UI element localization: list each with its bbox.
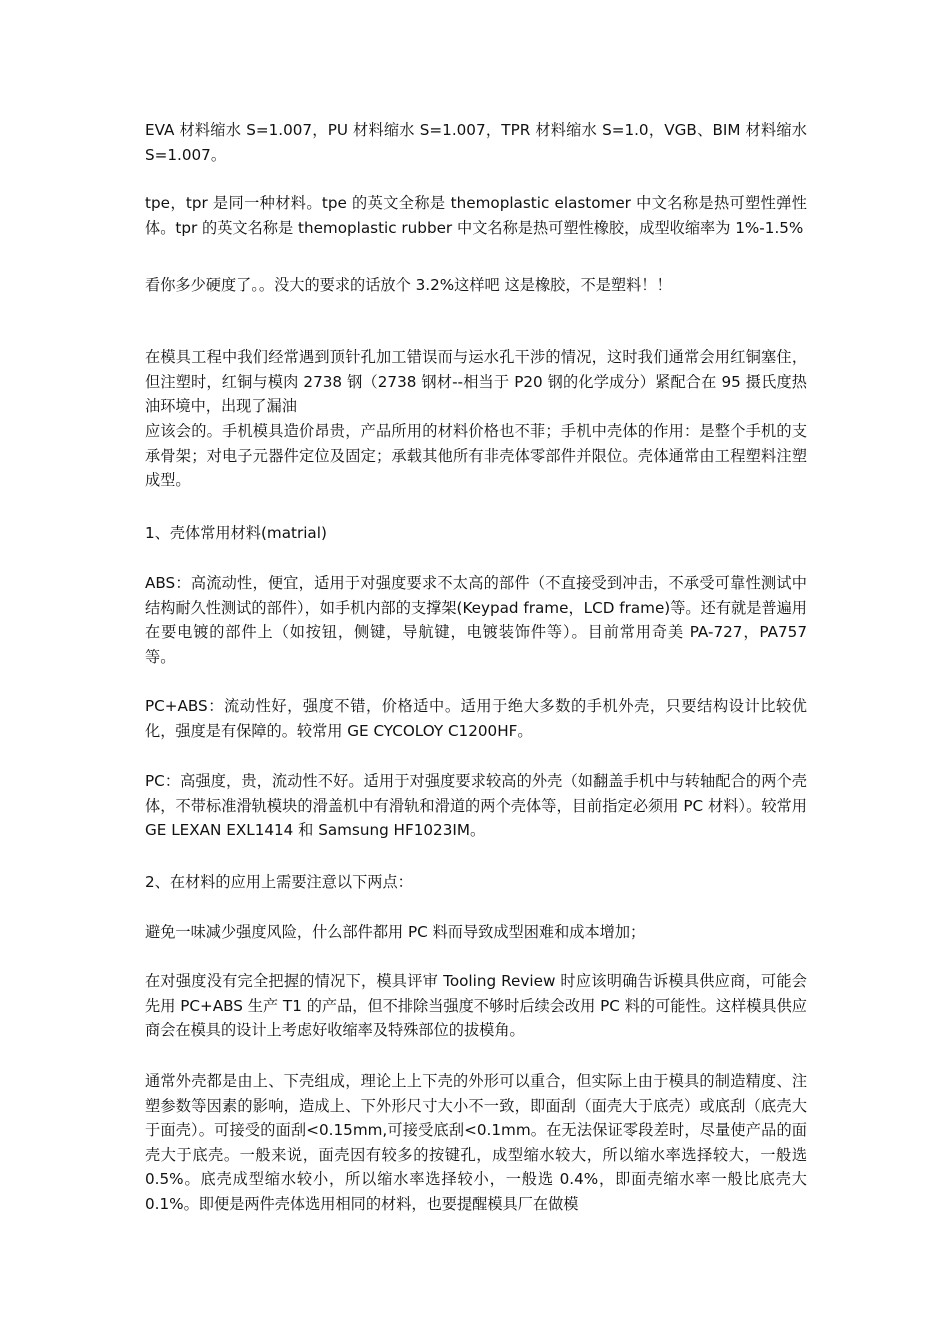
paragraph-tooling-review: 在对强度没有完全把握的情况下，模具评审 Tooling Review 时应该明确告诉模具供应商，可能会先用 PC+ABS 生产 T1 的产品，但不排除当强度不够时后续会改用 PC 料的可能性。这样模具供应商会在模具的设计上考虑好收缩率及特殊部位的拔模角。 — [145, 972, 807, 1039]
paragraph-phone-housing: 应该会的。手机模具造价昂贵，产品所用的材料价格也不菲；手机中壳体的作用：是整个手机的支承骨架；对电子元器件定位及固定；承载其他所有非壳体零部件并限位。壳体通常由工程塑料注塑成型。 — [145, 422, 807, 489]
paragraph-tpe-tpr: tpe，tpr 是同一种材料。tpe 的英文全称是 themoplastic elastomer 中文名称是热可塑性弹性体。tpr 的英文名称是 themoplastic rubber 中文名称是热可塑性橡胶，成型收缩率为 1%-1.5% — [145, 194, 807, 237]
paragraph-avoid-pc-overuse: 避免一味减少强度风险，什么部件都用 PC 料而导致成型困难和成本增加； — [145, 923, 646, 941]
paragraph-upper-lower-shell: 通常外壳都是由上、下壳组成，理论上上下壳的外形可以重合，但实际上由于模具的制造精度、注塑参数等因素的影响，造成上、下外形尺寸大小不一致，即面刮（面壳大于底壳）或底刮（底壳大于面壳）。可接受的面刮<0.15mm,可接受底刮<0.1mm。在无法保证零段差时，尽量使产品的面壳大于底壳。一般来说，面壳因有较多的按键孔，成型缩水较大，所以缩水率选择较大，一般选 0.5%。底壳成型缩水较小，所以缩水率选择较小，一般选 0.4%，即面壳缩水率一般比底壳大 0.1%。即便是两件壳体选用相同的材料，也要提醒模具厂在做模 — [145, 1072, 807, 1213]
paragraph-pc: PC：高强度，贵，流动性不好。适用于对强度要求较高的外壳（如翻盖手机中与转轴配合的两个壳体，不带标准滑轨模块的滑盖机中有滑轨和滑道的两个壳体等，目前指定必须用 PC 材料）。较常用 GE LEXAN EXL1414 和 Samsung HF1023IM。 — [145, 772, 807, 839]
paragraph-abs: ABS：高流动性，便宜，适用于对强度要求不太高的部件（不直接受到冲击，不承受可靠性测试中结构耐久性测试的部件），如手机内部的支撑架(Keypad frame，LCD frame)等。还有就是普遍用在要电镀的部件上（如按钮，侧键，导航键，电镀装饰件等）。目前常用奇美 PA-727，PA757 等。 — [145, 574, 807, 666]
heading-housing-materials: 1、壳体常用材料(matrial) — [145, 524, 327, 542]
paragraph-hardness-note: 看你多少硬度了。。没大的要求的话放个 3.2%这样吧 这是橡胶，不是塑料！！ — [145, 276, 672, 294]
paragraph-pc-abs: PC+ABS：流动性好，强度不错，价格适中。适用于绝大多数的手机外壳，只要结构设计比较优化，强度是有保障的。较常用 GE CYCOLOY C1200HF。 — [145, 697, 807, 740]
paragraph-shrinkage-rates: EVA 材料缩水 S=1.007，PU 材料缩水 S=1.007，TPR 材料缩水 S=1.0，VGB、BIM 材料缩水 S=1.007。 — [145, 121, 807, 164]
paragraph-ejector-pin: 在模具工程中我们经常遇到顶针孔加工错误而与运水孔干涉的情况，这时我们通常会用红铜塞住，但注塑时，红铜与模肉 2738 钢（2738 钢材--相当于 P20 钢的化学成分）紧配合在 95 摄氏度热油环境中，出现了漏油 — [145, 348, 807, 415]
heading-material-notes: 2、在材料的应用上需要注意以下两点： — [145, 873, 413, 891]
